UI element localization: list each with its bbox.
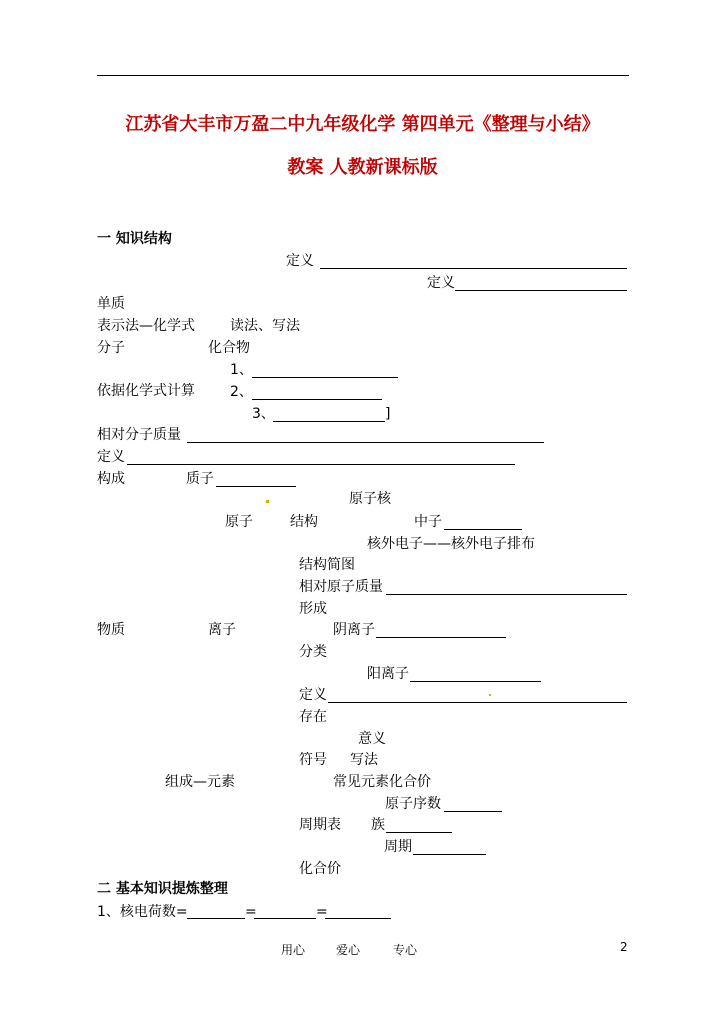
blank-line xyxy=(386,594,627,595)
label-symbol: 符号 xyxy=(299,752,327,768)
label-electron-configuration: 核外电子——核外电子排布 xyxy=(367,536,535,552)
label-matter: 物质 xyxy=(97,622,125,638)
section-heading-2: 二 基本知识提炼整理 xyxy=(97,881,228,897)
blank-line xyxy=(320,268,627,269)
label-meaning: 意义 xyxy=(358,731,386,747)
document-title-line1: 江苏省大丰市万盈二中九年级化学 第四单元《整理与小结》 xyxy=(125,114,600,135)
blank-line xyxy=(187,442,544,443)
blank-line xyxy=(273,421,385,422)
label-writing: 写法 xyxy=(350,752,378,768)
label-element-composition: 组成—元素 xyxy=(165,774,235,790)
label-constitution: 构成 xyxy=(97,471,125,487)
equals-sign: = xyxy=(245,904,257,920)
blank-line xyxy=(455,290,627,291)
label-element-substance: 单质 xyxy=(97,296,125,312)
label-definition: 定义 xyxy=(286,253,314,269)
blank-line xyxy=(254,918,316,919)
label-group: 族 xyxy=(371,817,385,833)
blank-line xyxy=(376,637,506,638)
label-ion: 离子 xyxy=(208,622,236,638)
label-neutron: 中子 xyxy=(414,514,442,530)
label-definition: 定义 xyxy=(427,275,455,291)
label-anion: 阴离子 xyxy=(333,622,375,638)
label-definition: 定义 xyxy=(299,687,327,703)
stray-mark xyxy=(266,500,269,503)
label-nucleus: 原子核 xyxy=(349,491,391,507)
label-item-1: 1、 xyxy=(230,362,253,378)
label-cation: 阳离子 xyxy=(367,666,409,682)
blank-line xyxy=(127,464,515,465)
blank-line xyxy=(410,681,541,682)
page-number: 2 xyxy=(620,940,628,954)
footer-text: 爱心 xyxy=(336,943,361,957)
label-read-write: 读法、写法 xyxy=(230,318,300,334)
label-item-3: 3、 xyxy=(252,406,275,422)
blank-line xyxy=(444,811,502,812)
blank-line xyxy=(386,832,452,833)
label-formula: 表示法—化学式 xyxy=(97,318,195,334)
blank-line xyxy=(413,854,486,855)
equals-sign: = xyxy=(316,904,328,920)
label-proton: 质子 xyxy=(186,471,214,487)
label-structure-diagram: 结构简图 xyxy=(299,557,355,573)
document-title-line2: 教案 人教新课标版 xyxy=(287,157,438,178)
label-valence: 化合价 xyxy=(299,861,341,877)
label-molecule: 分子 xyxy=(97,340,125,356)
label-atomic-number: 原子序数 xyxy=(385,796,441,812)
label-relative-molecular-mass: 相对分子质量 xyxy=(97,427,181,443)
blank-line xyxy=(444,529,522,530)
label-structure: 结构 xyxy=(290,514,318,530)
blank-line xyxy=(252,377,398,378)
blank-line xyxy=(328,702,627,703)
label-periodic-table: 周期表 xyxy=(299,817,341,833)
header-rule xyxy=(97,75,629,76)
label-compound: 化合物 xyxy=(208,340,250,356)
blank-line xyxy=(252,399,382,400)
label-formula-calculation: 依据化学式计算 xyxy=(97,383,195,399)
stray-mark xyxy=(489,694,491,696)
label-item-2: 2、 xyxy=(230,384,253,400)
section-heading-1: 一 知识结构 xyxy=(97,231,172,247)
blank-line xyxy=(216,486,296,487)
blank-line xyxy=(187,918,245,919)
question-1-label: 1、核电荷数= xyxy=(97,904,188,920)
bracket-mark: ] xyxy=(385,406,391,422)
blank-line xyxy=(325,918,391,919)
label-definition: 定义 xyxy=(97,449,125,465)
footer-text: 专心 xyxy=(393,943,418,957)
label-formation: 形成 xyxy=(299,601,327,617)
label-classification: 分类 xyxy=(299,644,327,660)
label-atom: 原子 xyxy=(225,514,253,530)
label-relative-atomic-mass: 相对原子质量 xyxy=(299,579,383,595)
label-period: 周期 xyxy=(384,839,412,855)
label-existence: 存在 xyxy=(299,709,327,725)
label-common-valence: 常见元素化合价 xyxy=(333,774,431,790)
footer-text: 用心 xyxy=(281,943,306,957)
